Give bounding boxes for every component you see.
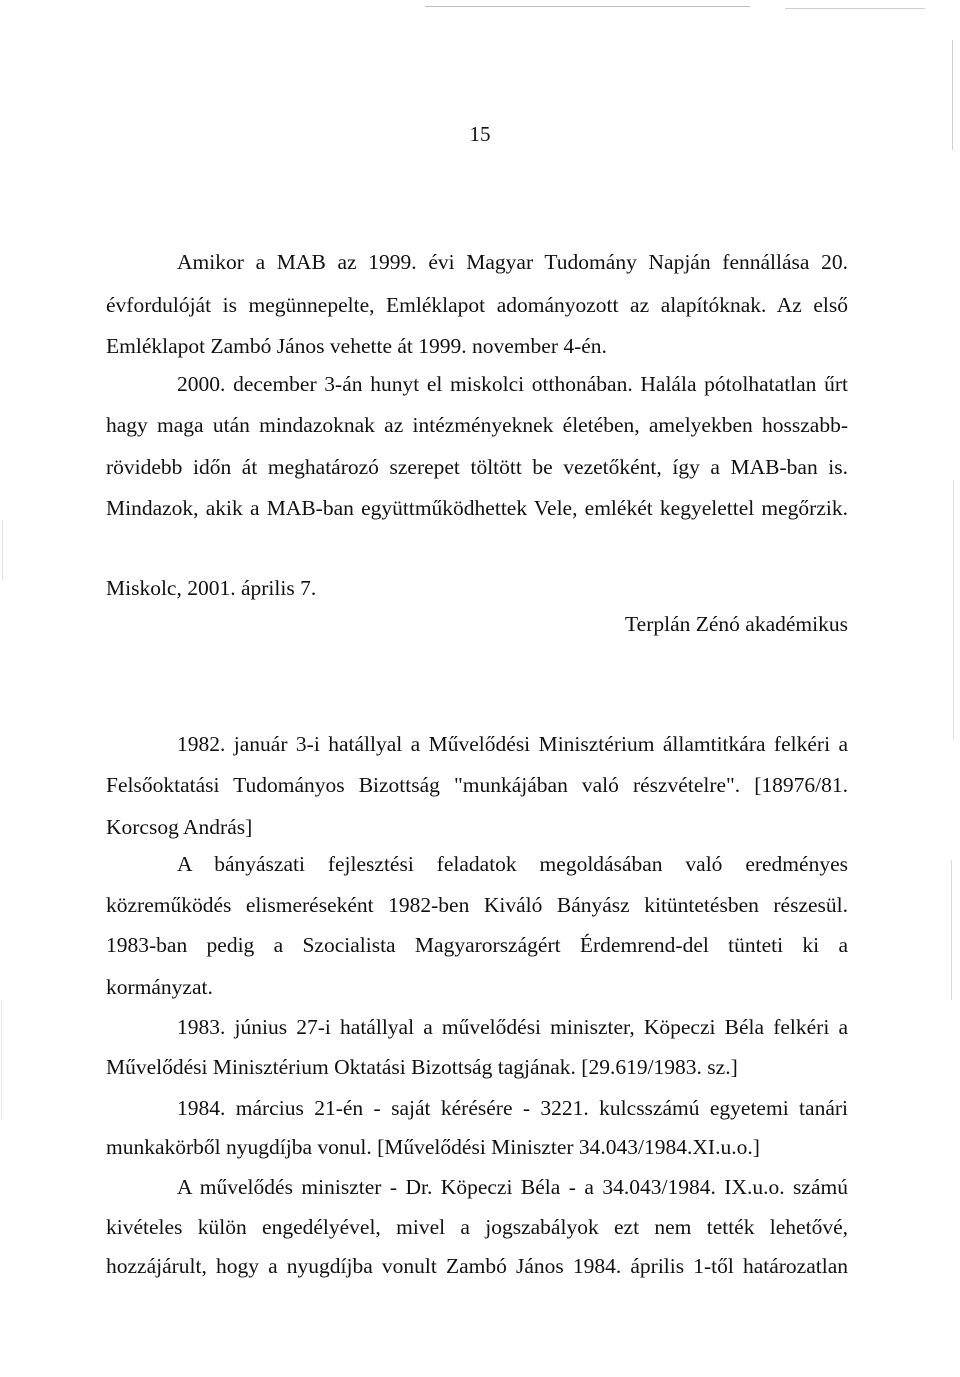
text-line: kormányzat. [106, 975, 213, 999]
text-line: Korcsog András] [106, 815, 253, 839]
page-number-text: 15 [469, 122, 491, 146]
text-line: közreműködés elismeréseként 1982-ben Kiváló Bányász kitüntetésben részesül. [106, 893, 848, 917]
text-line: évfordulóját is megünnepelte, Emléklapot adományozott az alapítóknak. Az első [106, 293, 848, 317]
text-line: hozzájárult, hogy a nyugdíjba vonult Zambó János 1984. április 1-től határozatlan [106, 1254, 848, 1278]
text-line: A művelődés miniszter - Dr. Köpeczi Béla - a 34.043/1984. IX.u.o. számú [177, 1175, 848, 1199]
text-line: 2000. december 3-án hunyt el miskolci otthonában. Halála pótolhatatlan űrt [177, 372, 848, 396]
scan-artifact-line [425, 6, 750, 7]
text-line: A bányászati fejlesztési feladatok megoldásában való eredményes [177, 852, 848, 876]
place-date: Miskolc, 2001. április 7. [106, 576, 317, 600]
text-line: kivételes külön engedélyével, mivel a jogszabályok ezt nem tették lehetővé, [106, 1215, 848, 1239]
text-line: Emléklapot Zambó János vehette át 1999. november 4-én. [106, 334, 607, 358]
text-line: 1984. március 21-én - saját kérésére - 3221. kulcsszámú egyetemi tanári [177, 1096, 848, 1120]
scan-edge-mark [951, 860, 952, 1000]
page-number [0, 122, 960, 147]
text-line: Amikor a MAB az 1999. évi Magyar Tudomány Napján fennállása 20. [177, 250, 848, 274]
text-line: 1983-ban pedig a Szocialista Magyarországért Érdemrend-del tünteti ki a [106, 933, 848, 957]
text-line: 1983. június 27-i hatállyal a művelődési miniszter, Köpeczi Béla felkéri a [177, 1015, 848, 1039]
text-line: Művelődési Minisztérium Oktatási Bizottság tagjának. [29.619/1983. sz.] [106, 1055, 738, 1079]
scan-edge-mark [1, 1000, 2, 1120]
text-line: Mindazok, akik a MAB-ban együttműködhettek Vele, emlékét kegyelettel megőrzik. [106, 496, 848, 520]
text-line: munkakörből nyugdíjba vonul. [Művelődési Miniszter 34.043/1984.XI.u.o.] [106, 1135, 760, 1159]
scan-artifact-line [785, 8, 925, 9]
text-line: Felsőoktatási Tudományos Bizottság "munkájában való részvételre". [18976/81. [106, 773, 848, 797]
scan-edge-mark [2, 520, 3, 580]
text-line: rövidebb időn át meghatározó szerepet töltött be vezetőként, így a MAB-ban is. [106, 455, 848, 479]
scan-edge-mark [953, 480, 954, 740]
text-line: hagy maga után mindazoknak az intézményeknek életében, amelyekben hosszabb- [106, 413, 848, 437]
text-line: 1982. január 3-i hatállyal a Művelődési Minisztérium államtitkára felkéri a [177, 732, 848, 756]
signature: Terplán Zénó akadémikus [625, 612, 848, 636]
